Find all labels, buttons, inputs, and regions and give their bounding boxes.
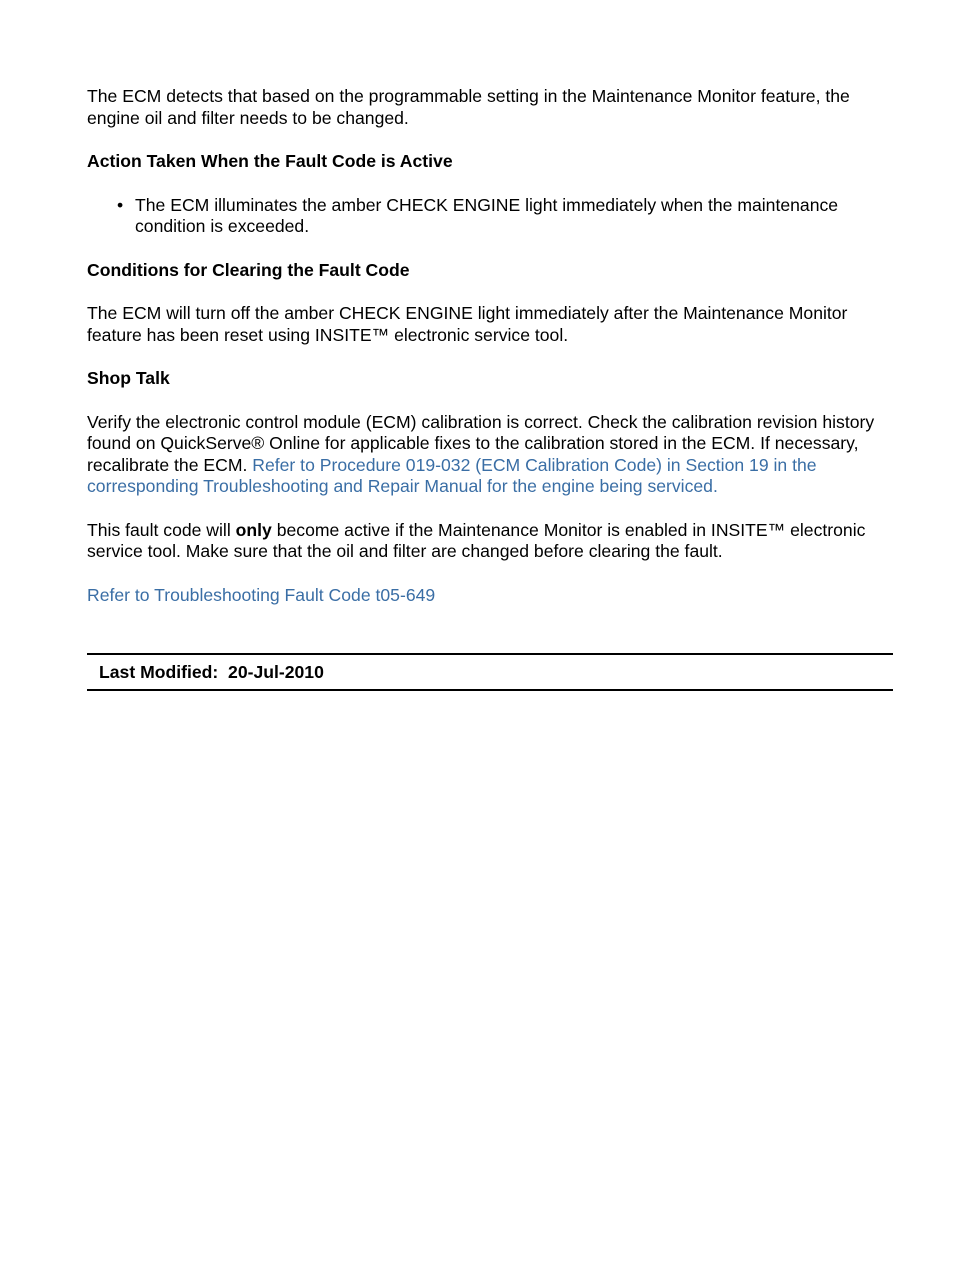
note-text-before: This fault code will [87, 519, 236, 540]
note-paragraph [87, 520, 893, 563]
shoptalk-text: Verify the electronic control module (ECM) calibration is correct. Check the calibration revision history found on QuickServe® Online for applicable fixes to the calibration stored in the ECM. If necessary, recalibrate the ECM. [87, 411, 875, 475]
action-heading: Action Taken When the Fault Code is Active [87, 151, 453, 171]
last-modified-date: 20-Jul-2010 [228, 662, 324, 682]
shoptalk-paragraph [87, 412, 893, 498]
last-modified-bar [87, 653, 893, 691]
last-modified-text [99, 662, 324, 684]
document-body [87, 86, 893, 628]
note-text-after: become active if the Maintenance Monitor is enabled in INSITE™ electronic service tool. Make sure that the oil and filter are changed before clearing the fault. [87, 519, 866, 561]
refer-paragraph [87, 585, 893, 607]
action-list [87, 195, 893, 238]
bullet-icon: • [117, 194, 124, 215]
last-modified-label: Last Modified: [99, 662, 219, 682]
note-emphasis: only [235, 519, 272, 540]
procedure-link[interactable]: Refer to Procedure 019-032 (ECM Calibration Code) in Section 19 in the corresponding Troubleshooting and Repair Manual for the engine being serviced. [87, 454, 817, 496]
list-item-text: The ECM illuminates the amber CHECK ENGINE light immediately when the maintenance condition is exceeded. [135, 194, 839, 236]
fault-code-link[interactable]: Refer to Troubleshooting Fault Code t05-649 [87, 584, 436, 605]
shoptalk-heading: Shop Talk [87, 368, 170, 388]
list-item [117, 194, 893, 238]
clearing-heading: Conditions for Clearing the Fault Code [87, 259, 410, 280]
intro-paragraph: The ECM detects that based on the programmable setting in the Maintenance Monitor feature, the engine oil and filter needs to be changed. [87, 86, 850, 128]
clearing-paragraph: The ECM will turn off the amber CHECK ENGINE light immediately after the Maintenance Monitor feature has been reset using INSITE™ electronic service tool. [87, 303, 848, 345]
